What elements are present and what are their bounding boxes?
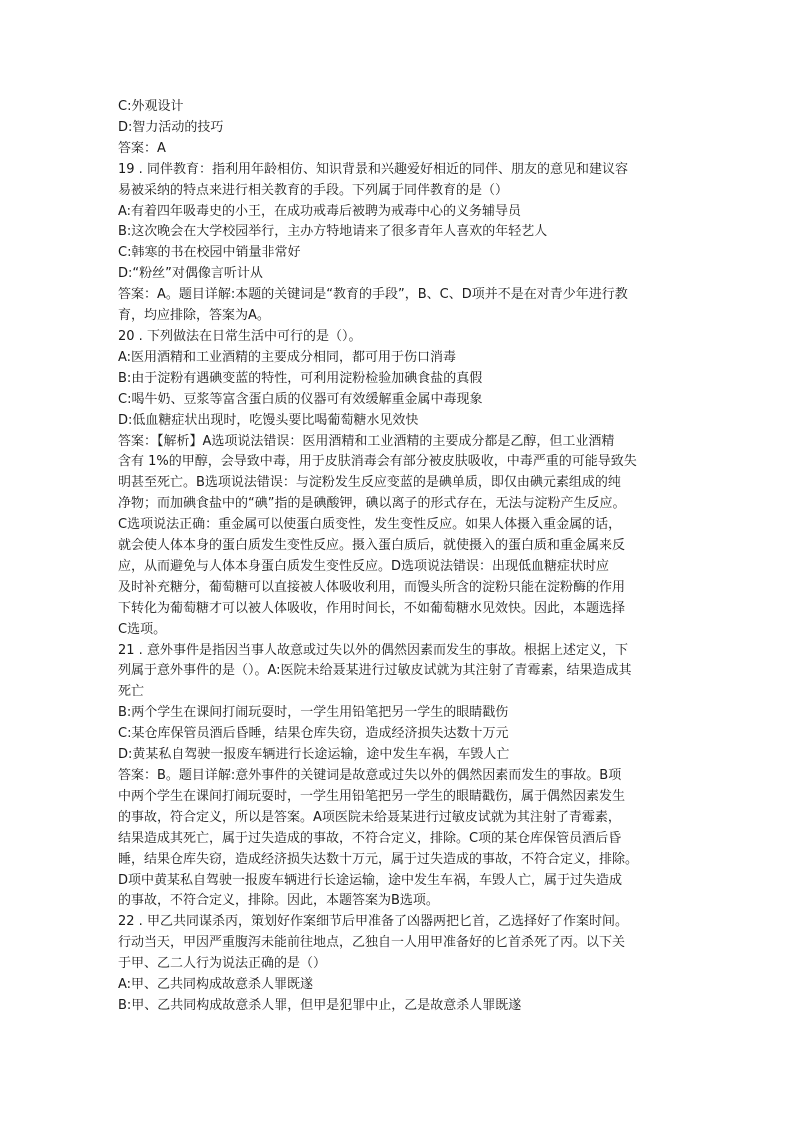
question-20-answer: 含有 1%的甲醇，会导致中毒，用于皮肤消毒会有部分被皮肤吸收，中毒严重的可能导致失 <box>118 454 637 470</box>
option-d: D:智力活动的技巧 <box>118 119 224 135</box>
question-21-answer: 中两个学生在课间打闹玩耍时，一学生用铅笔把另一学生的眼睛戳伤，属于偶然因素发生 <box>118 788 626 804</box>
question-20-answer: 及时补充糖分，葡萄糖可以直接被人体吸收利用，而馒头所含的淀粉只能在淀粉酶的作用 <box>118 579 626 595</box>
question-20-answer: 就会使人体本身的蛋白质发生变性反应。摄入蛋白质后，就使摄入的蛋白质和重金属来反 <box>118 538 626 554</box>
question-22-text: 行动当天，甲因严重腹泻未能前往地点，乙独自一人用甲准备好的匕首杀死了丙。以下关 <box>118 935 626 951</box>
question-20-answer: 应，从而避免与人体本身蛋白质发生变性反应。D选项说法错误：出现低血糖症状时应 <box>118 558 610 574</box>
question-21-answer: 结果造成其死亡，属于过失造成的事故，不符合定义，排除。C项的某仓库保管员酒后昏 <box>118 830 622 846</box>
question-20-answer: 明甚至死亡。B选项说法错误：与淀粉发生反应变蓝的是碘单质，即仅由碘元素组成的纯 <box>118 475 621 491</box>
question-19-text: 易被采纳的特点来进行相关教育的手段。下列属于同伴教育的是（） <box>118 182 509 198</box>
question-19-answer: 答案：A。题目详解:本题的关键词是“教育的手段”，B、C、D项并不是在对青少年进行教 <box>118 287 628 303</box>
question-20-answer: 答案：【解析】A选项说法错误：医用酒精和工业酒精的主要成分都是乙醇，但工业酒精 <box>118 433 615 449</box>
question-19-option-d: D:“粉丝”对偶像言听计从 <box>118 266 263 282</box>
question-20-answer: 下转化为葡萄糖才可以被人体吸收，作用时间长，不如葡萄糖水见效快。因此，本题选择 <box>118 600 626 616</box>
question-20-answer: C选项。 <box>118 621 167 637</box>
question-21-text: 死亡 <box>118 684 145 700</box>
question-20-option-d: D:低血糖症状出现时，吃馒头要比喝葡萄糖水见效快 <box>118 412 419 428</box>
question-19-text: 19 . 同伴教育：指利用年龄相仿、知识背景和兴趣爱好相近的同伴、朋友的意见和建议容 <box>118 161 628 177</box>
question-20-answer: 净物；而加碘食盐中的“碘”指的是碘酸钾，碘以离子的形式存在，无法与淀粉产生反应。 <box>118 496 626 512</box>
question-21-answer: 的事故，不符合定义，排除。因此，本题答案为B选项。 <box>118 893 439 909</box>
question-19-option-a: A:有着四年吸毒史的小王，在成功戒毒后被聘为戒毒中心的义务辅导员 <box>118 203 522 219</box>
question-20-option-a: A:医用酒精和工业酒精的主要成分相同，都可用于伤口消毒 <box>118 349 457 365</box>
question-21-answer: 的事故，符合定义，所以是答案。A项医院未给聂某进行过敏皮试就为其注射了青霉素， <box>118 809 621 825</box>
question-20-option-b: B:由于淀粉有遇碘变蓝的特性，可利用淀粉检验加碘食盐的真假 <box>118 370 483 386</box>
question-20-text: 20 . 下列做法在日常生活中可行的是（）。 <box>118 328 362 344</box>
question-20-option-c: C:喝牛奶、豆浆等富含蛋白质的仪器可有效缓解重金属中毒现象 <box>118 391 483 407</box>
question-21-option-d: D:黄某私自驾驶一报废车辆进行长途运输，途中发生车祸，车毁人亡 <box>118 747 510 763</box>
question-22-text: 22 . 甲乙共同谋杀丙，策划好作案细节后甲准备了凶器两把匕首，乙选择好了作案时间。 <box>118 914 628 930</box>
question-21-option-c: C:某仓库保管员酒后昏睡，结果仓库失窃，造成经济损失达数十万元 <box>118 726 509 742</box>
question-22-text: 于甲、乙二人行为说法正确的是（） <box>118 956 327 972</box>
question-20-answer: C选项说法正确：重金属可以使蛋白质变性，发生变性反应。如果人体摄入重金属的话， <box>118 517 622 533</box>
question-21-text: 21 . 意外事件是指因当事人故意或过失以外的偶然因素而发生的事故。根据上述定义，下 <box>118 642 628 658</box>
document-page <box>118 97 678 1017</box>
question-19-answer: 育，均应排除，答案为A。 <box>118 308 270 324</box>
question-21-text: 列属于意外事件的是（）。A:医院未给聂某进行过敏皮试就为其注射了青霉素，结果造成其 <box>118 663 632 679</box>
question-21-answer: 睡，结果仓库失窃，造成经济损失达数十万元，属于过失造成的事故，不符合定义，排除。 <box>118 851 639 867</box>
question-19-option-b: B:这次晚会在大学校园举行，主办方特地请来了很多青年人喜欢的年轻艺人 <box>118 224 548 240</box>
question-21-answer: 答案：B。题目详解:意外事件的关键词是故意或过失以外的偶然因素而发生的事故。B项 <box>118 768 622 783</box>
question-22-option-a: A:甲、乙共同构成故意杀人罪既遂 <box>118 977 314 993</box>
option-c: C:外观设计 <box>118 99 184 114</box>
answer: 答案：A <box>118 140 166 156</box>
question-19-option-c: C:韩寒的书在校园中销量非常好 <box>118 245 301 261</box>
question-21-answer: D项中黄某私自驾驶一报废车辆进行长途运输，途中发生车祸，车毁人亡，属于过失造成 <box>118 872 623 888</box>
question-21-option-b: B:两个学生在课间打闹玩耍时，一学生用铅笔把另一学生的眼睛戳伤 <box>118 705 509 721</box>
question-22-option-b: B:甲、乙共同构成故意杀人罪，但甲是犯罪中止，乙是故意杀人罪既遂 <box>118 997 522 1013</box>
